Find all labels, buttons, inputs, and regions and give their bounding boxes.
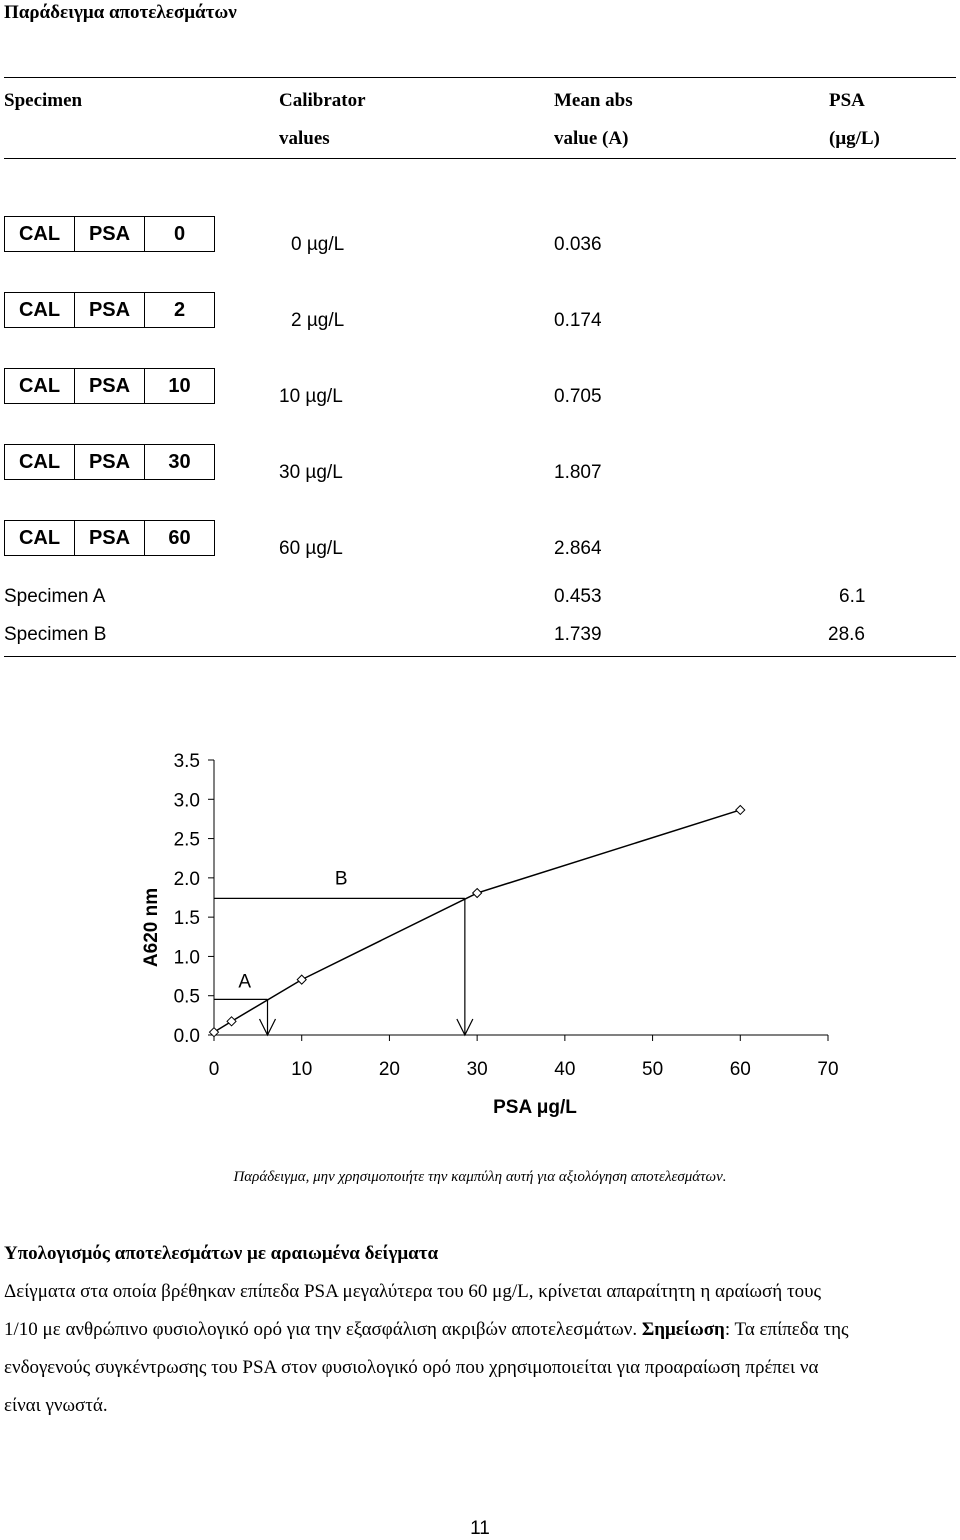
- y-tick-label: 2.5: [173, 829, 200, 851]
- specimen-psa: 28.6: [828, 624, 865, 645]
- page-number: 11: [470, 1518, 490, 1539]
- calibrator-value: 2 µg/L: [291, 310, 345, 331]
- cal-tag: CAL: [5, 217, 75, 251]
- paragraph-line: είναι γνωστά.: [4, 1395, 108, 1416]
- calibrator-value: 30 µg/L: [279, 462, 343, 483]
- level-tag: 60: [168, 526, 191, 549]
- y-tick-label: 3.5: [173, 751, 200, 772]
- page-title: Παράδειγμα αποτελεσμάτων: [4, 2, 237, 23]
- header-calibrator: [279, 90, 366, 150]
- psa-tag: PSA: [75, 521, 145, 555]
- specimen-abs: 1.739: [554, 624, 602, 645]
- mean-abs-value: 0.036: [554, 234, 602, 255]
- x-tick-label: 20: [378, 1059, 400, 1080]
- note-colon: :: [724, 1319, 731, 1340]
- cal-tag: CAL: [5, 293, 75, 327]
- specimen-abs: 0.453: [554, 586, 602, 607]
- psa-tag: PSA: [75, 293, 145, 327]
- calibrator-value: 0 µg/L: [291, 234, 345, 255]
- paragraph-line: Δείγματα στα οποία βρέθηκαν επίπεδα PSA μεγαλύτερα του 60 μg/L, κρίνεται απαραίτητη η αραίωσή τους: [4, 1281, 822, 1302]
- chart-caption: Παράδειγμα, μην χρησιμοποιήτε την καμπύλη αυτή για αξιολόγηση αποτελεσμάτων.: [233, 1169, 727, 1185]
- x-tick-label: 30: [466, 1059, 488, 1080]
- paragraph-line: [4, 1311, 934, 1349]
- x-axis-label: PSA μg/L: [493, 1097, 577, 1118]
- data-point-marker: [736, 805, 745, 814]
- level-tag: 10: [168, 374, 191, 397]
- section-paragraph: [4, 1273, 934, 1425]
- psa-tag: PSA: [75, 369, 145, 403]
- header-psa: [829, 90, 880, 150]
- x-tick-label: 0: [208, 1059, 220, 1080]
- annotation-label-b: B: [334, 868, 348, 890]
- data-point-marker: [473, 889, 482, 898]
- header-specimen-label: Specimen: [4, 90, 83, 111]
- cal-psa-label-box: [4, 292, 215, 328]
- cal-tag: CAL: [5, 445, 75, 479]
- mean-abs-value: 0.174: [554, 310, 602, 331]
- y-tick-label: 2.0: [173, 868, 200, 890]
- psa-tag: PSA: [75, 445, 145, 479]
- cal-psa-label-box: [4, 444, 215, 480]
- level-tag: 2: [173, 298, 186, 321]
- paragraph-text: Τα επίπεδα της: [730, 1319, 849, 1340]
- cal-psa-label-box: [4, 520, 215, 556]
- cal-tag: CAL: [5, 521, 75, 555]
- header-mean-abs-line1: Mean abs: [554, 90, 633, 111]
- data-point-marker: [297, 975, 306, 984]
- specimen-psa: 6.1: [839, 586, 866, 607]
- mean-abs-value: 1.807: [554, 462, 602, 483]
- header-psa-line1: PSA: [829, 90, 865, 111]
- psa-tag: PSA: [75, 217, 145, 251]
- header-mean-abs-line2: value (A): [554, 128, 629, 149]
- mean-abs-value: 2.864: [554, 538, 602, 559]
- header-psa-line2: (μg/L): [829, 128, 880, 149]
- x-tick-label: 50: [642, 1059, 664, 1080]
- level-tag: 30: [168, 450, 191, 473]
- cal-psa-label-box: [4, 368, 215, 404]
- data-point-marker: [227, 1017, 236, 1026]
- calibrator-value: 60 µg/L: [279, 538, 343, 559]
- x-tick-label: 40: [554, 1059, 576, 1080]
- x-tick-label: 60: [729, 1059, 751, 1080]
- y-tick-label: 3.0: [173, 790, 200, 812]
- annotation-label-a: A: [238, 971, 252, 993]
- calibrator-value: 10 µg/L: [279, 386, 343, 407]
- x-tick-label: 70: [817, 1059, 839, 1080]
- y-axis-label: A620 nm: [141, 887, 162, 968]
- section-heading: Υπολογισμός αποτελεσμάτων με αραιωμένα δείγματα: [4, 1243, 439, 1264]
- table-bottom-rule: [4, 656, 956, 657]
- calibration-curve-line: [214, 810, 740, 1032]
- header-calibrator-line1: Calibrator: [279, 90, 366, 111]
- table-top-rule: [4, 77, 956, 78]
- paragraph-line: ενδογενούς συγκέντρωσης του PSA στον φυσιολογικό ορό που χρησιμοποιείται για προαραίωση πρέπει να: [4, 1357, 819, 1378]
- y-tick-label: 0.0: [173, 1026, 200, 1047]
- header-calibrator-line2: values: [279, 128, 330, 149]
- y-tick-label: 0.5: [173, 986, 200, 1008]
- header-mean-abs: [554, 90, 633, 150]
- cal-psa-label-box: [4, 216, 215, 252]
- calibration-curve-chart: [0, 730, 960, 1130]
- mean-abs-value: 0.705: [554, 386, 602, 407]
- y-tick-label: 1.5: [173, 908, 200, 930]
- x-tick-label: 10: [291, 1059, 313, 1080]
- cal-tag: CAL: [5, 369, 75, 403]
- level-tag: 0: [173, 222, 186, 245]
- note-label: Σημείωση: [641, 1319, 725, 1340]
- header-specimen: [4, 90, 82, 112]
- table-header-rule: [4, 158, 956, 159]
- y-tick-label: 1.0: [173, 947, 200, 969]
- specimen-name: Specimen B: [4, 624, 107, 645]
- specimen-name: Specimen A: [4, 586, 106, 607]
- paragraph-text: 1/10 με ανθρώπινο φυσιολογικό ορό για την εξασφάλιση ακριβών αποτελεσμάτων.: [4, 1319, 642, 1340]
